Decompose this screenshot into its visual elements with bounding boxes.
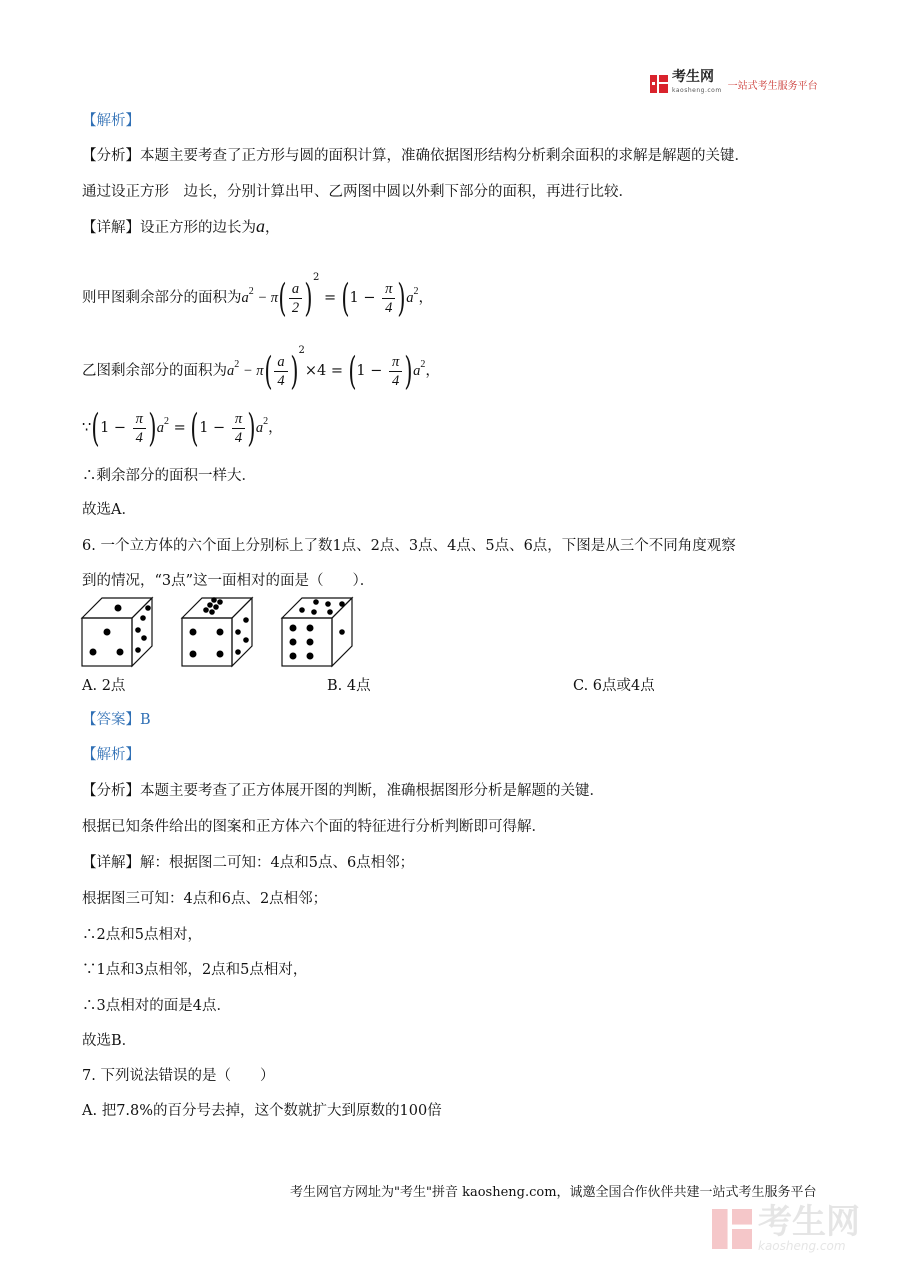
q5-detail-intro: [82, 216, 280, 238]
q5-detail-prefix: 【详解】设正方形的边长为: [82, 220, 256, 236]
times-four: ×4: [304, 363, 327, 379]
q5-comma: ，: [265, 220, 280, 236]
q6-detail-5: ∴3点相对的面是4点．: [82, 998, 231, 1014]
comma: ，: [268, 420, 283, 436]
frac-num: a: [289, 280, 302, 299]
q5-because-formula: ∵(1 − $\frac{\pi}{4}$ )$a^2 = (1$ − $\frac{\pi}{4}$ )$a^2$，: [82, 406, 283, 450]
comma: ，: [425, 363, 440, 379]
q5-jia-prefix: 则甲图剩余部分的面积为: [82, 290, 242, 306]
q5-yi-prefix: 乙图剩余部分的面积为: [82, 363, 227, 379]
q7-option-a: A. 把7.8%的百分号去掉，这个数就扩大到原数的100倍: [82, 1103, 442, 1119]
frac-num: π: [382, 280, 395, 299]
q6-analysis-2: 根据已知条件给出的图案和正方体六个面的特征进行分析判断即可得解．: [82, 819, 546, 835]
q5-yi-formula: 乙图剩余部分的面积为$a^2 - \pi$( $\frac{a}{4}$ )$^2$×4 = (1 − $\frac{\pi}{4}$ )$a^2$，: [82, 345, 440, 393]
frac-den: 4: [385, 299, 393, 316]
pi: π: [256, 363, 264, 379]
sup: 2: [164, 416, 170, 427]
sup: 2: [298, 345, 305, 356]
watermark-logo-icon: [712, 1209, 752, 1249]
q6-answer: [82, 710, 151, 730]
q6-stem-1: 6. 一个立方体的六个面上分别标上了数1点、2点、3点、4点、5点、6点，下图是从三个不同角度观察: [82, 538, 736, 554]
q5-analysis-2: 通过设正方形 边长，分别计算出甲、乙两图中圆以外剩下部分的面积，再进行比较．: [82, 184, 633, 200]
header-brand-text: 考生网: [672, 69, 714, 85]
sup: 2: [263, 416, 269, 427]
q5-jia-formula: 则甲图剩余部分的面积为$a^2 - \pi$( $\frac{a}{2}$ )$^2$ = (1 − $\frac{\pi}{4}$ )$a^2$，: [82, 272, 433, 320]
q6-detail-4: ∵1点和3点相邻，2点和5点相对，: [82, 962, 308, 978]
q6-answer-text: 【答案】B: [82, 712, 151, 728]
page-footer: 考生网官方网址为"考生"拼音 kaosheng.com，诚邀全国合作伙伴共建一站式考生服务平台: [290, 1185, 817, 1200]
q6-choose: 故选B．: [82, 1033, 137, 1049]
sup: 2: [420, 359, 426, 370]
header-logo: [650, 69, 818, 95]
q5-jiexi-label: 【解析】: [82, 113, 140, 129]
frac-den: 2: [291, 299, 300, 316]
frac-den: 4: [392, 372, 400, 389]
q6-option-b: B. 4点: [327, 678, 371, 694]
frac-num: π: [133, 410, 146, 429]
q6-option-c: C. 6点或4点: [573, 678, 655, 694]
q6-jiexi-label: 【解析】: [82, 747, 140, 763]
num-one: 1: [100, 420, 110, 436]
num-one: 1: [356, 363, 366, 379]
q6-stem-2: 到的情况，“3点”这一面相对的面是（ ）．: [82, 573, 375, 589]
frac-num: a: [274, 353, 287, 372]
q7-stem: 7. 下列说法错误的是（ ）: [82, 1068, 275, 1084]
sup: 2: [312, 272, 320, 283]
watermark: [712, 1202, 860, 1253]
sup: 2: [234, 359, 240, 370]
q6-analysis: 【分析】本题主要考查了正方体展开图的判断，准确根据图形分析是解题的关键．: [82, 783, 604, 799]
q6-option-a: A. 2点: [82, 678, 126, 694]
q6-dice-figure: [80, 596, 370, 668]
frac-num: π: [232, 410, 245, 429]
q5-analysis: 【分析】本题主要考查了正方形与圆的面积计算，准确依据图形结构分析剩余面积的求解是解题的关键．: [82, 148, 749, 164]
header-slogan: 一站式考生服务平台: [727, 80, 818, 92]
q5-therefore: ∴剩余部分的面积一样大．: [82, 468, 256, 484]
frac-den: 4: [135, 429, 143, 446]
q6-detail-3: ∴2点和5点相对，: [82, 927, 202, 943]
pi: π: [270, 290, 279, 306]
q6-detail-2: 根据图三可知：4点和6点、2点相邻；: [82, 891, 328, 907]
header-brand: [672, 70, 722, 98]
num-one: 1: [349, 290, 359, 306]
frac-num: π: [389, 353, 402, 372]
header-brand-sub: kaosheng.com: [672, 87, 722, 94]
frac-den: 4: [277, 372, 285, 389]
watermark-text: 考生网: [758, 1202, 860, 1242]
q5-var-a: a: [256, 216, 265, 236]
frac-den: 4: [234, 429, 243, 446]
watermark-sub: kaosheng.com: [758, 1239, 846, 1253]
sup: 2: [248, 286, 254, 297]
q6-detail-1: 【详解】解：根据图二可知：4点和5点、6点相邻；: [82, 855, 415, 871]
because-symbol: ∵: [82, 420, 92, 436]
comma: ，: [418, 290, 433, 306]
q5-choose: 故选A．: [82, 502, 136, 518]
num-one: 1: [199, 420, 209, 436]
kaosheng-logo-icon: [650, 75, 668, 93]
sup: 2: [413, 286, 419, 297]
